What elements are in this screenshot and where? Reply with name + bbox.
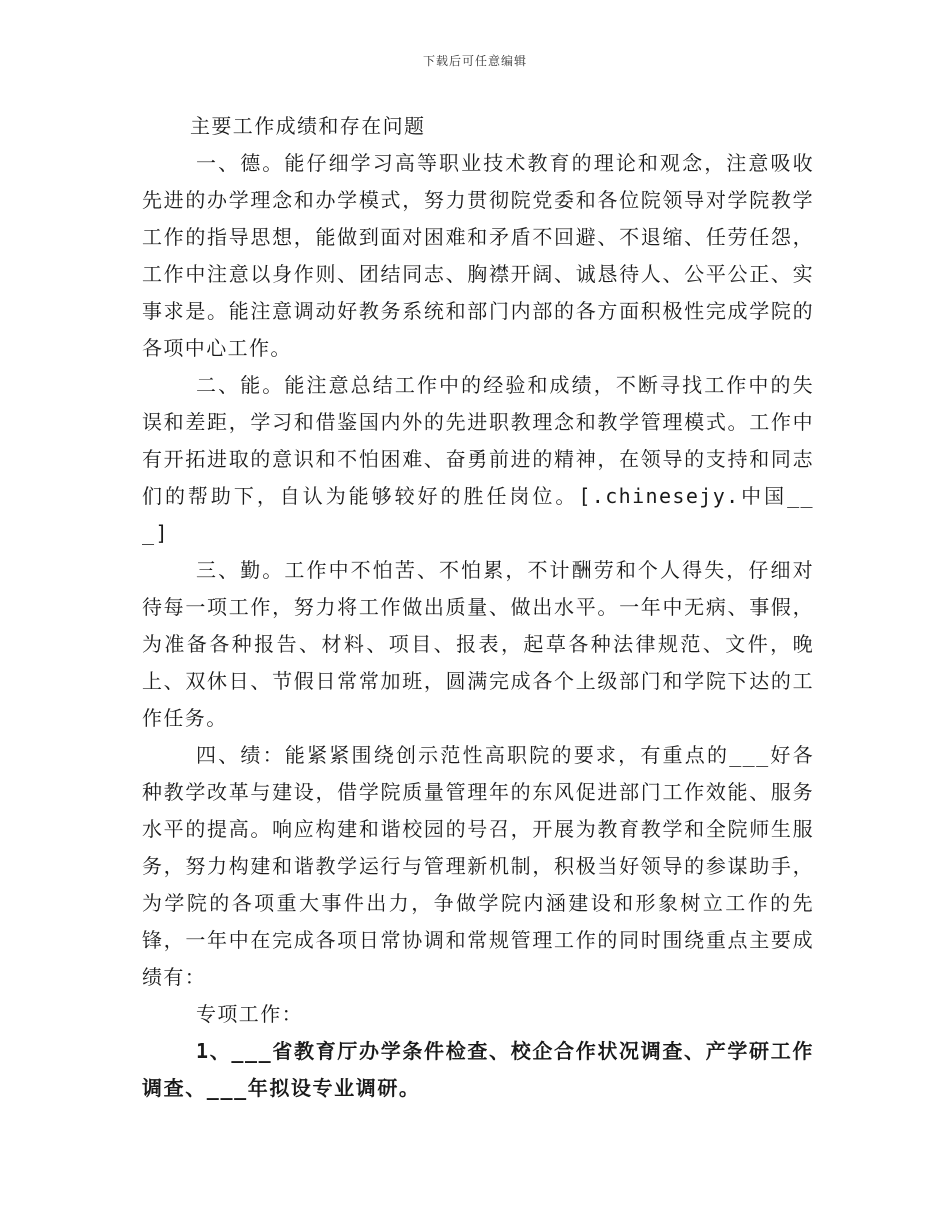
document-body <box>142 108 814 1107</box>
paragraph-special-work-heading: 专项工作： <box>196 1002 303 1026</box>
paragraph-ability: 二、能。能注意总结工作中的经验和成绩，不断寻找工作中的失误和差距，学习和借鉴国内外的先进职教理念和教学管理模式。工作中有开拓进取的意识和不怕困难、奋勇前进的精神，在领导的支持和同志们的帮助下，自认为能够较好的胜任岗位。[.chinesejy.中国__ _] <box>142 373 814 545</box>
paragraph-achievement: 四、绩：能紧紧围绕创示范性高职院的要求，有重点的___好各种教学改革与建设，借学院质量管理年的东风促进部门工作效能、服务水平的提高。响应构建和谐校园的号召，开展为教育教学和全院师生服务，努力构建和谐教学运行与管理新机制，积极当好领导的参谋助手，为学院的各项重大事件出力，争做学院内涵建设和形象树立工作的先锋，一年中在完成各项日常协调和常规管理工作的同时围绕重点主要成绩有： <box>142 743 814 989</box>
paragraph-item-1: 1、___省教育厅办学条件检查、校企合作状况调查、产学研工作调查、___年拟设专业调研。 <box>142 1039 814 1100</box>
document-title: 主要工作成绩和存在问题 <box>190 114 426 138</box>
page-header: 下载后可任意编辑 <box>422 54 527 68</box>
paragraph-virtue: 一、德。能仔细学习高等职业技术教育的理论和观念，注意吸收先进的办学理念和办学模式，努力贯彻院党委和各位院领导对学院教学工作的指导思想，能做到面对困难和矛盾不回避、不退缩、任劳任怨，工作中注意以身作则、团结同志、胸襟开阔、诚恳待人、公平公正、实事求是。能注意调动好教务系统和部门内部的各方面积极性完成学院的各项中心工作。 <box>142 151 814 360</box>
paragraph-diligence: 三、勤。工作中不怕苦、不怕累，不计酬劳和个人得失，仔细对待每一项工作，努力将工作做出质量、做出水平。一年中无病、事假，为准备各种报告、材料、项目、报表，起草各种法律规范、文件，晚上、双休日、节假日常常加班，圆满完成各个上级部门和学院下达的工作任务。 <box>142 558 814 730</box>
